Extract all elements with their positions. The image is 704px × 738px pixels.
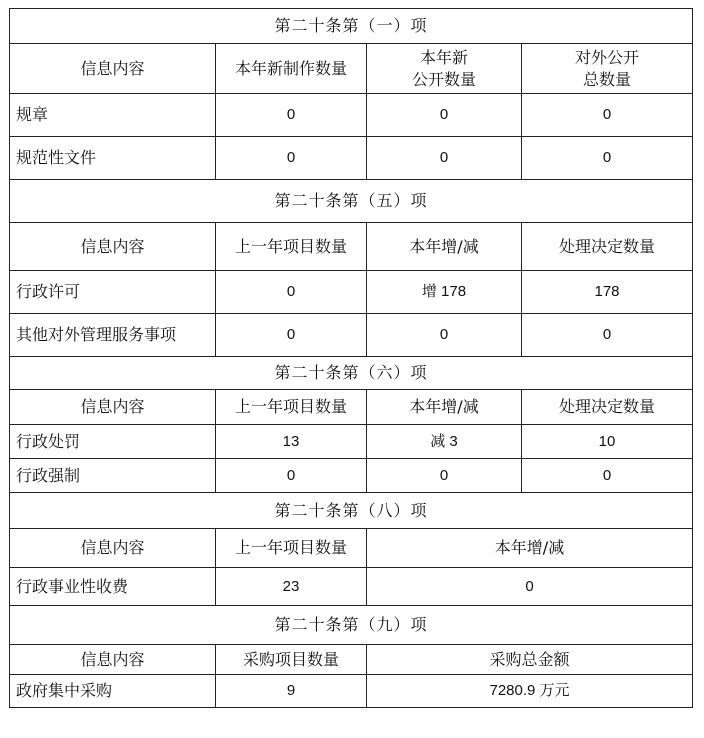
cell-value: 13	[216, 425, 367, 459]
row-label: 行政事业性收费	[10, 568, 216, 606]
column-header: 本年新 公开数量	[367, 44, 522, 94]
table-row	[10, 94, 693, 137]
cell-value: 23	[216, 568, 367, 606]
section-title: 第二十条第（八）项	[10, 493, 693, 529]
column-header: 处理决定数量	[522, 223, 693, 271]
cell-value: 10	[522, 425, 693, 459]
section-title: 第二十条第（九）项	[10, 606, 693, 645]
table-row	[10, 137, 693, 180]
column-header: 信息内容	[10, 529, 216, 568]
column-header: 本年增/减	[367, 529, 693, 568]
cell-value: 减 3	[367, 425, 522, 459]
column-header: 信息内容	[10, 223, 216, 271]
row-label: 行政许可	[10, 271, 216, 314]
disclosure-table	[9, 8, 693, 708]
cell-value: 0	[522, 459, 693, 493]
cell-value: 0	[216, 314, 367, 357]
cell-value: 0	[367, 568, 693, 606]
row-label: 行政强制	[10, 459, 216, 493]
section-title: 第二十条第（六）项	[10, 357, 693, 390]
cell-value: 0	[216, 94, 367, 137]
cell-value: 0	[367, 137, 522, 180]
column-header: 信息内容	[10, 645, 216, 675]
row-label: 其他对外管理服务事项	[10, 314, 216, 357]
cell-value: 0	[367, 94, 522, 137]
cell-value: 0	[367, 314, 522, 357]
cell-value: 0	[367, 459, 522, 493]
column-header: 上一年项目数量	[216, 529, 367, 568]
column-header: 采购总金额	[367, 645, 693, 675]
column-header: 本年新制作数量	[216, 44, 367, 94]
cell-value: 7280.9 万元	[367, 675, 693, 708]
cell-value: 0	[522, 137, 693, 180]
row-label: 规范性文件	[10, 137, 216, 180]
cell-value: 增 178	[367, 271, 522, 314]
table-row	[10, 425, 693, 459]
column-header: 本年增/减	[367, 223, 522, 271]
cell-value: 0	[522, 314, 693, 357]
column-header: 采购项目数量	[216, 645, 367, 675]
section-title: 第二十条第（五）项	[10, 180, 693, 223]
column-header: 上一年项目数量	[216, 390, 367, 425]
column-header: 信息内容	[10, 390, 216, 425]
column-header: 处理决定数量	[522, 390, 693, 425]
cell-value: 0	[216, 459, 367, 493]
section-title: 第二十条第（一）项	[10, 9, 693, 44]
cell-value: 0	[216, 137, 367, 180]
column-header: 对外公开 总数量	[522, 44, 693, 94]
table-row	[10, 314, 693, 357]
cell-value: 9	[216, 675, 367, 708]
column-header: 本年增/减	[367, 390, 522, 425]
cell-value: 0	[522, 94, 693, 137]
table-row	[10, 271, 693, 314]
row-label: 规章	[10, 94, 216, 137]
column-header: 信息内容	[10, 44, 216, 94]
table-row	[10, 675, 693, 708]
cell-value: 0	[216, 271, 367, 314]
row-label: 行政处罚	[10, 425, 216, 459]
table-row	[10, 568, 693, 606]
cell-value: 178	[522, 271, 693, 314]
row-label: 政府集中采购	[10, 675, 216, 708]
table-row	[10, 459, 693, 493]
column-header: 上一年项目数量	[216, 223, 367, 271]
